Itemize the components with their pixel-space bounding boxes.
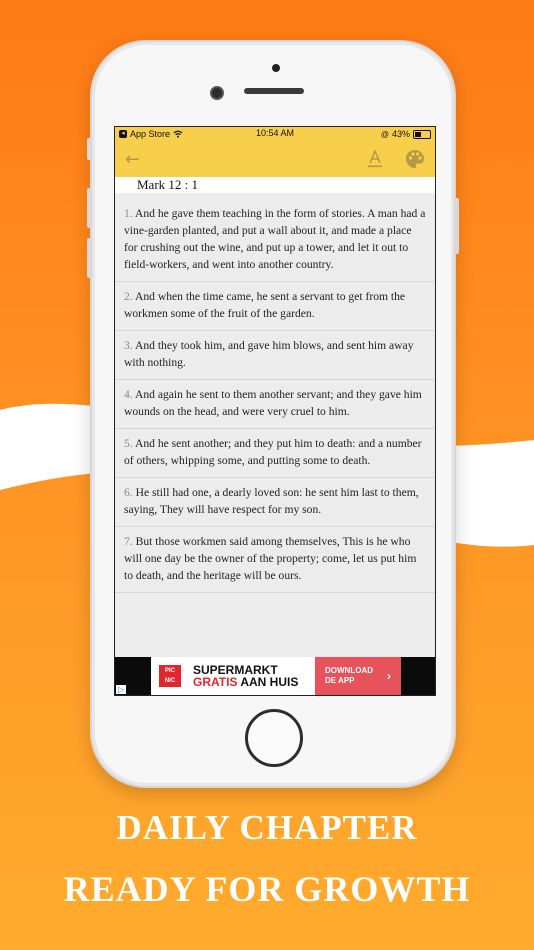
verse-text: And he gave them teaching in the form of stories. A man had a vine-garden planted, and put a wall about it, and made a place for crushing out the wine, and put up a tower, and let it out to field-workers, and went into another country. [124,207,426,271]
verse-number: 7. [124,535,133,548]
ad-line-2: GRATIS AAN HUIS [193,675,299,689]
phone-frame [90,40,456,788]
palette-icon[interactable] [405,149,425,169]
chevron-right-icon: › [387,669,391,683]
orientation-lock-icon: @ [380,129,389,139]
app-toolbar [115,141,435,177]
caption-line-2: READY FOR GROWTH [63,869,471,909]
chapter-heading: Mark 12 : 1 [115,177,435,193]
verse-text: And they took him, and gave him blows, and sent him away with nothing. [124,339,414,369]
home-button[interactable] [245,709,303,767]
verse-number: 2. [124,290,133,303]
power-button [455,198,459,254]
verse-number: 5. [124,437,133,450]
battery-icon [413,130,431,139]
verse-text: But those workmen said among themselves, This is he who will one day be the owner of the property; come, let us put him to death, and the heritage will be ours. [124,535,417,582]
picnic-logo: PIC NIC [159,665,181,687]
back-app-label[interactable]: App Store [130,129,171,139]
volume-down-button [87,238,91,278]
app-screen [114,126,436,696]
verse-text: He still had one, a dearly loved son: he sent him last to them, saying, They will have respect for my son. [124,486,419,516]
volume-up-button [87,188,91,228]
battery-percent: 43% [391,129,410,139]
proximity-sensor [272,64,280,72]
verse-item[interactable] [115,331,435,380]
mute-switch [87,138,91,160]
text-format-icon[interactable] [367,150,383,168]
verse-text: And he sent another; and they put him to death: and a number of others, whipping some, and putting some to death. [124,437,422,467]
adchoices-icon[interactable]: ▷ [118,685,125,694]
verse-item[interactable] [115,380,435,429]
verse-text: And again he sent to them another servant; and they gave him wounds on the head, and were very cruel to him. [124,388,422,418]
verse-item[interactable] [115,282,435,331]
verse-number: 3. [124,339,133,352]
front-camera [210,86,224,100]
verse-number: 1. [124,207,133,220]
caption-line-1: DAILY CHAPTER [116,808,418,847]
earpiece-speaker [244,88,304,94]
clock: 10:54 AM [255,128,295,138]
download-app-button[interactable]: DOWNLOAD DE APP › [315,657,401,695]
verse-list[interactable] [115,193,435,661]
verse-item[interactable] [115,199,435,282]
verse-item[interactable] [115,478,435,527]
status-bar [115,127,435,141]
ad-content[interactable] [151,657,401,695]
ad-banner[interactable] [115,657,435,695]
back-to-app-icon[interactable]: ◂ [119,130,127,138]
verse-number: 4. [124,388,133,401]
verse-item[interactable] [115,527,435,593]
verse-text: And when the time came, he sent a servant to get from the workmen some of the fruit of the garden. [124,290,406,320]
arrow-left-icon[interactable]: ← [125,148,141,170]
ad-line-1: SUPERMARKT [193,663,278,677]
verse-number: 6. [124,486,133,499]
verse-item[interactable] [115,429,435,478]
